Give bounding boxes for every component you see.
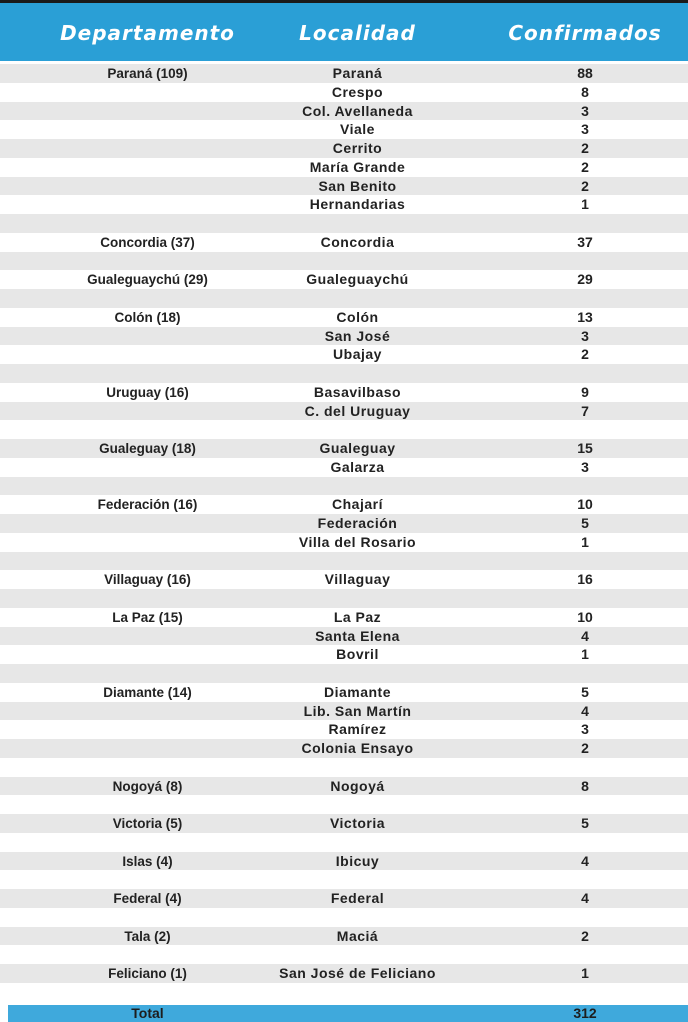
table-row [0,645,688,664]
departamento-cell [40,289,255,308]
departamento-cell [40,214,255,233]
localidad-cell: Col. Avellaneda [302,102,413,119]
confirmados-cell [530,664,640,683]
confirmados-cell: 3 [581,458,589,475]
table-row [0,458,688,477]
confirmados-cell: 3 [581,327,589,344]
confirmados-cell: 3 [581,121,589,138]
table-row [0,102,688,121]
localidad-cell: Paraná [332,65,383,81]
departamento-cell [40,514,255,533]
confirmados-cell [530,214,640,233]
localidad-cell [255,664,460,683]
table-row [0,964,688,983]
confirmados-cell [530,552,640,571]
table-row [0,777,688,796]
localidad-cell: Ibicuy [335,852,380,869]
total-value: 312 [573,1005,597,1021]
localidad-cell: Hernandarias [309,196,406,213]
confirmados-cell: 3 [581,721,589,738]
departamento-cell [40,589,255,608]
confirmados-cell: 88 [577,65,593,81]
localidad-cell: Federación [317,515,398,531]
localidad-cell: San Benito [318,177,397,194]
localidad-cell: C. del Uruguay [304,402,411,419]
confirmados-cell [530,870,640,889]
confirmados-cell: 5 [581,515,589,531]
departamento-cell [40,758,255,777]
localidad-cell [255,420,460,439]
departamento-cell [40,158,255,177]
table-body [0,64,688,983]
departamento-cell: Nogoyá (8) [112,778,183,794]
localidad-cell: Diamante [323,683,392,700]
departamento-cell: Diamante (14) [103,684,192,700]
confirmados-cell: 8 [581,83,589,100]
departamento-cell [40,195,255,214]
table-row [0,158,688,177]
table-row [0,720,688,739]
confirmados-cell: 2 [581,740,589,756]
localidad-cell [255,589,460,608]
table-row [0,533,688,552]
localidad-cell: Villa del Rosario [298,533,417,550]
confirmados-cell: 3 [581,102,589,119]
departamento-cell: Colón (18) [114,309,181,325]
total-label: Total [131,1005,164,1021]
table-row [0,514,688,533]
departamento-cell [40,345,255,364]
table-row [0,664,688,683]
confirmados-cell: 1 [581,196,589,213]
departamento-cell: Concordia (37) [100,234,195,250]
localidad-cell: Chajarí [332,496,383,513]
departamento-cell: Villaguay (16) [104,572,191,588]
table-row [0,327,688,346]
localidad-cell: San José de Feliciano [279,965,436,981]
table-row [0,64,688,83]
confirmados-cell: 37 [577,233,593,250]
localidad-cell: Colonia Ensayo [301,740,414,756]
table-row [0,495,688,514]
table-row [0,608,688,627]
confirmados-cell: 2 [581,177,589,194]
departamento-cell [40,420,255,439]
table-row [0,420,688,439]
localidad-cell: Colón [336,308,379,325]
departamento-cell [40,533,255,552]
departamento-cell [40,645,255,664]
table-row [0,139,688,158]
departamento-cell [40,627,255,646]
confirmados-cell: 4 [581,890,589,906]
localidad-cell: Galarza [330,458,385,475]
table-row [0,833,688,852]
confirmados-cell: 1 [581,965,589,981]
departamento-cell [40,83,255,102]
confirmados-cell: 13 [577,308,593,325]
localidad-cell: Villaguay [324,571,391,588]
table-row [0,289,688,308]
confirmados-cell: 2 [581,927,589,944]
departamento-cell [40,177,255,196]
confirmados-cell: 2 [581,158,589,175]
departamento-cell: Feliciano (1) [108,966,187,981]
confirmados-cell: 4 [581,627,589,644]
departamento-cell [40,908,255,927]
confirmados-cell: 7 [581,402,589,419]
confirmados-cell [530,252,640,271]
localidad-cell: Crespo [331,83,384,100]
departamento-cell [40,402,255,421]
departamento-cell: Federación (16) [97,497,198,513]
localidad-cell: María Grande [309,158,406,175]
table-row [0,945,688,964]
table-row [0,927,688,946]
table-row [0,364,688,383]
departamento-cell [40,327,255,346]
table-header [0,3,688,61]
localidad-cell [255,252,460,271]
table-row [0,383,688,402]
localidad-cell: Gualeguaychú [306,271,409,288]
departamento-cell [40,870,255,889]
table-row [0,702,688,721]
confirmados-cell [530,364,640,383]
table-row [0,870,688,889]
departamento-cell: Islas (4) [122,853,173,869]
departamento-cell [40,552,255,571]
localidad-cell [255,289,460,308]
table-row [0,739,688,758]
confirmados-cell: 10 [577,608,593,625]
confirmados-cell: 4 [581,852,589,869]
departamento-cell: Paraná (109) [107,66,188,81]
departamento-cell [40,102,255,121]
table-row [0,570,688,589]
localidad-cell: La Paz [333,608,382,625]
table-row [0,477,688,496]
departamento-cell: Tala (2) [124,928,171,944]
localidad-cell: San José [324,327,391,344]
header-localidad: Localidad [299,21,416,45]
localidad-cell: Concordia [320,233,395,250]
confirmados-cell: 2 [581,140,589,156]
departamento-cell [40,252,255,271]
confirmados-cell [530,833,640,852]
table-row [0,758,688,777]
departamento-cell [40,120,255,139]
table-row [0,83,688,102]
confirmados-cell [530,908,640,927]
localidad-cell: Viale [340,121,375,138]
table-row [0,233,688,252]
localidad-cell: Nogoyá [330,777,385,794]
departamento-cell: La Paz (15) [112,609,183,625]
localidad-cell [255,870,460,889]
localidad-cell [255,908,460,927]
table-row [0,402,688,421]
table-row [0,177,688,196]
confirmados-cell [530,945,640,964]
header-departamento: Departamento [60,21,235,45]
table-row [0,552,688,571]
table-row [0,795,688,814]
localidad-cell: Victoria [329,815,386,831]
departamento-cell [40,458,255,477]
confirmados-cell: 5 [581,683,589,700]
table-row [0,908,688,927]
localidad-cell: Ubajay [333,346,382,363]
localidad-cell [255,552,460,571]
confirmados-cell: 9 [581,383,589,400]
departamento-cell [40,364,255,383]
departamento-cell: Victoria (5) [112,816,183,831]
localidad-cell: Cerrito [332,140,383,156]
departamento-cell: Uruguay (16) [106,384,189,400]
confirmados-cell: 8 [581,777,589,794]
departamento-cell: Federal (4) [113,891,182,906]
departamento-cell [40,664,255,683]
table-row [0,627,688,646]
confirmados-cell: 1 [581,533,589,550]
table-row [0,308,688,327]
departamento-cell: Gualeguay (18) [99,441,196,456]
departamento-cell [40,702,255,721]
localidad-cell: Basavilbaso [313,383,402,400]
departamento-cell [40,720,255,739]
confirmados-cell: 10 [577,496,593,513]
table-row [0,889,688,908]
confirmados-cell [530,795,640,814]
confirmados-cell: 1 [581,646,589,663]
header-confirmados: Confirmados [508,21,662,45]
confirmados-cell: 15 [577,440,593,456]
confirmados-cell [530,420,640,439]
departamento-cell [40,795,255,814]
confirmados-cell [530,589,640,608]
table-row [0,683,688,702]
table-row [0,852,688,871]
departamento-cell [40,945,255,964]
confirmados-cell: 2 [581,346,589,363]
localidad-cell [255,795,460,814]
departamento-cell [40,477,255,496]
localidad-cell: Ramírez [328,721,387,738]
departamento-cell [40,139,255,158]
localidad-cell: Gualeguay [319,440,396,456]
localidad-cell: Lib. San Martín [303,702,412,719]
departamento-cell [40,833,255,852]
localidad-cell [255,758,460,777]
confirmados-cell [530,758,640,777]
table-row [0,439,688,458]
confirmados-cell: 16 [577,571,593,588]
table-row [0,589,688,608]
localidad-cell [255,214,460,233]
confirmados-cell [530,289,640,308]
table-row [0,214,688,233]
table-row [0,252,688,271]
confirmados-cell: 5 [581,815,589,831]
localidad-cell [255,477,460,496]
departamento-cell [40,739,255,758]
localidad-cell [255,364,460,383]
localidad-cell [255,945,460,964]
localidad-cell: Federal [330,890,385,906]
localidad-cell: Santa Elena [315,627,400,644]
table-row [0,270,688,289]
total-row [8,1005,688,1022]
table-row [0,120,688,139]
confirmados-cell [530,477,640,496]
confirmados-cell: 29 [577,271,593,288]
table-row [0,814,688,833]
localidad-cell: Bovril [336,646,379,663]
table-row [0,345,688,364]
confirmados-cell: 4 [581,702,589,719]
departamento-cell: Gualeguaychú (29) [87,272,208,288]
localidad-cell: Maciá [336,927,379,944]
table-row [0,195,688,214]
localidad-cell [255,833,460,852]
